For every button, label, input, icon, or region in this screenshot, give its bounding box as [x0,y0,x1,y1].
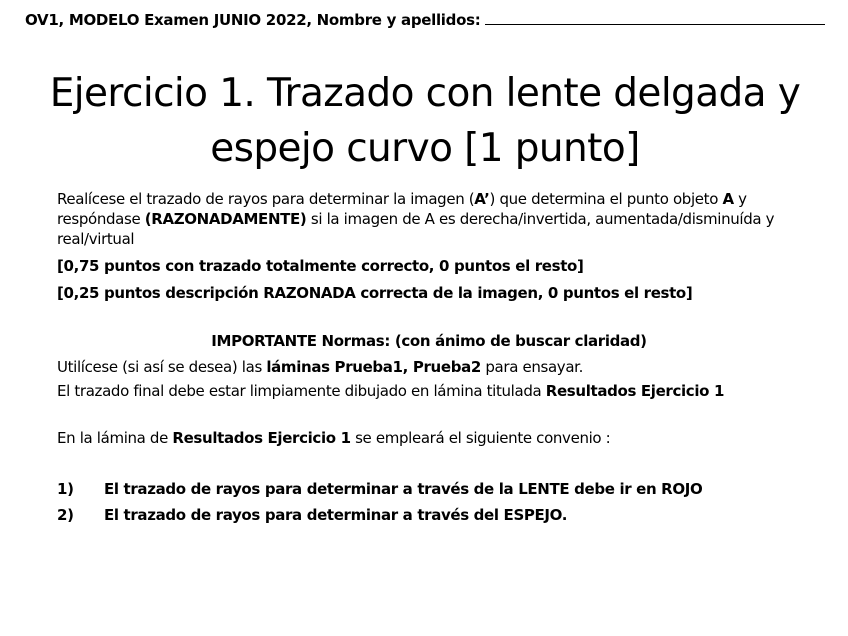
scoring-rule-1: [0,75 puntos con trazado totalmente correcto, 0 puntos el resto] [57,257,584,275]
header-text: OV1, MODELO Examen JUNIO 2022, Nombre y apellidos: [25,11,486,29]
list-item [57,505,567,525]
norm-paragraph-2 [57,382,827,400]
norm3-text-1: En la lámina de [57,429,173,447]
scoring-rule-2: [0,25 puntos descripción RAZONADA correcta de la imagen, 0 puntos el resto] [57,284,693,302]
title-line-2: espejo curvo [1 punto] [210,126,640,171]
exam-header [25,11,825,29]
intro-bold-image: A’ [474,190,490,208]
list-item [57,479,702,499]
intro-text-3: y respóndase [57,190,747,228]
intro-text-1: Realícese el trazado de rayos para determinar la imagen ( [57,190,475,208]
title-line-1: Ejercicio 1. Trazado con lente delgada y [49,71,801,116]
list-item-number: 1) [57,480,74,498]
norm3-bold: Resultados Ejercicio 1 [172,429,351,447]
list-item-text: El trazado de rayos para determinar a través del ESPEJO. [104,506,568,524]
intro-bold-reasoned: (RAZONADAMENTE) [144,210,307,228]
norm2-text-1: El trazado final debe estar limpiamente dibujado en lámina titulada [57,382,546,400]
list-item-text: El trazado de rayos para determinar a través de la LENTE debe ir en ROJO [104,480,703,498]
intro-paragraph [57,189,827,249]
list-item-number: 2) [57,506,74,524]
exercise-title [30,66,820,176]
norm1-bold: láminas Prueba1, Prueba2 [266,358,481,376]
norm-paragraph-1 [57,357,827,377]
norm1-text-2: para ensayar. [480,358,584,376]
norm-paragraph-3 [57,428,827,448]
norm2-bold: Resultados Ejercicio 1 [545,382,725,400]
norm3-text-2: se empleará el siguiente convenio : [350,429,611,447]
intro-text-4: si la imagen de A es derecha/invertida, aumentada/disminuída y real/virtual [57,210,775,248]
name-blank-line [485,23,825,25]
important-heading: IMPORTANTE Normas: (con ánimo de buscar claridad) [211,332,647,350]
intro-bold-object: A [722,190,734,208]
norm1-text-1: Utilícese (si así se desea) las [57,358,267,376]
intro-text-2: ) que determina el punto objeto [489,190,723,208]
